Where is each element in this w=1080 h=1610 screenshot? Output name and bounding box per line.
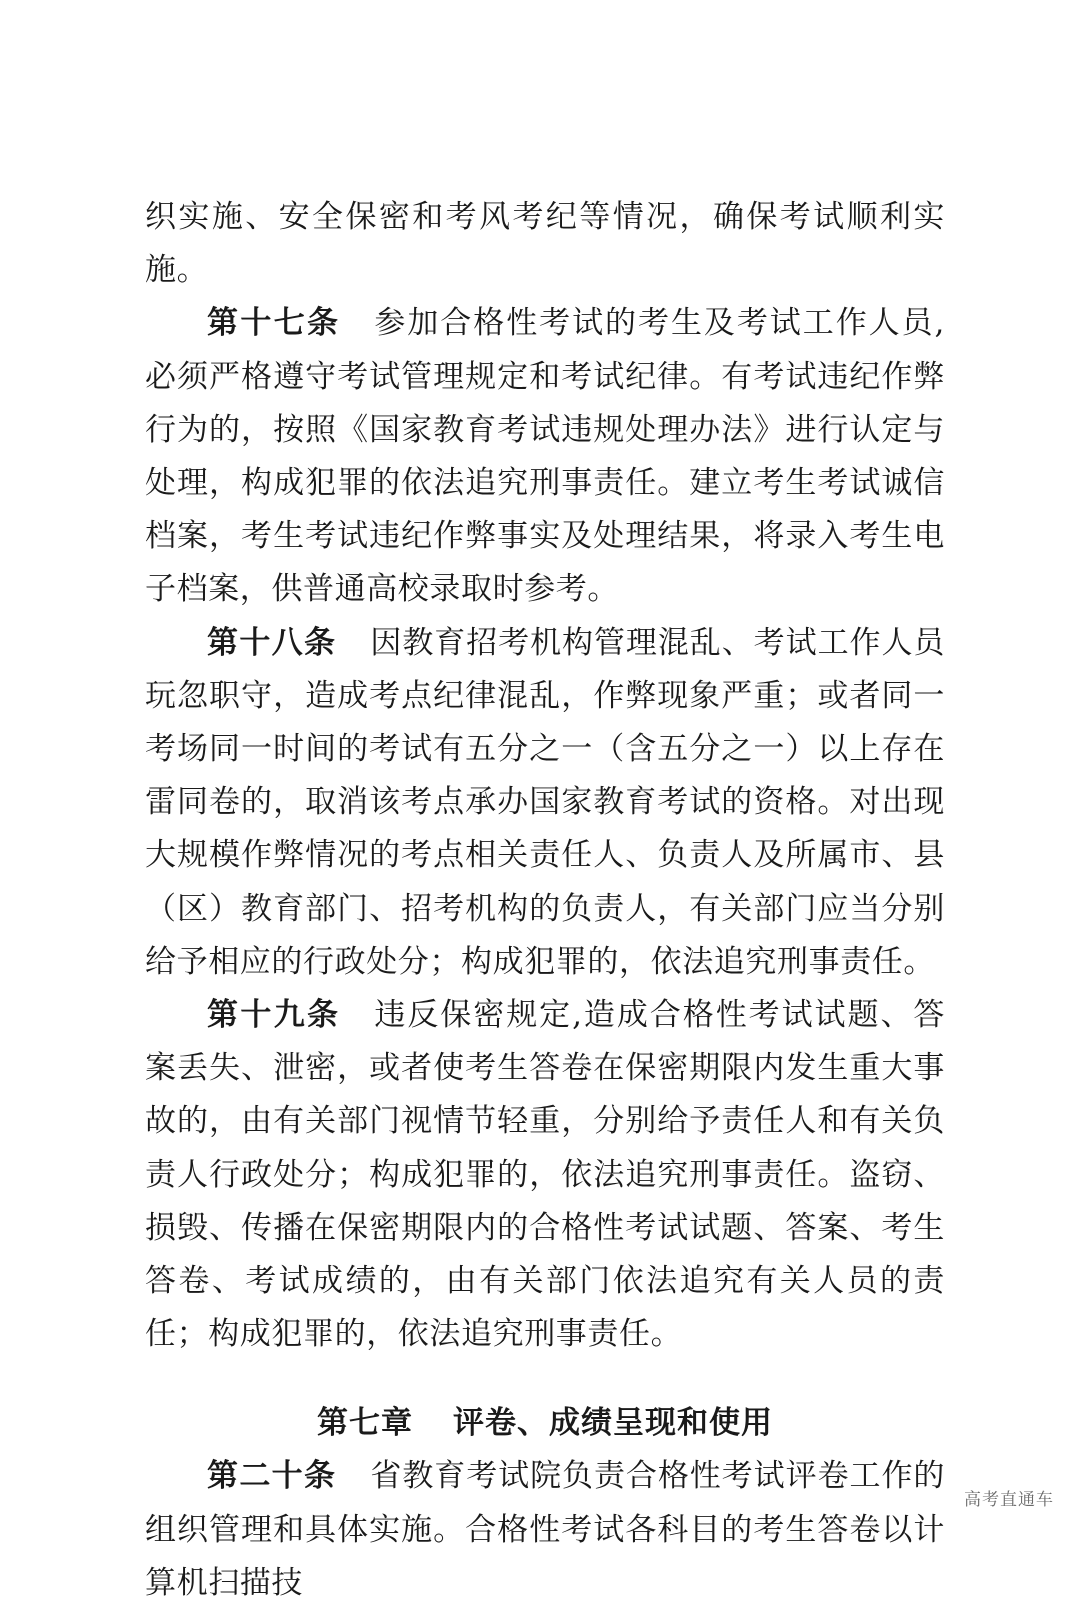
- article-label: 第二十条: [207, 1458, 337, 1495]
- paragraph-text: 织实施、安全保密和考风考纪等情况，确保考试顺利实施。: [145, 199, 945, 289]
- article-19: [145, 989, 945, 1361]
- article-label: 第十八条: [207, 624, 337, 661]
- article-text: 参加合格性考试的考生及考试工作人员,必须严格遵守考试管理规定和考试纪律。有考试违纪作弊行为的，按照《国家教育考试违规处理办法》进行认定与处理，构成犯罪的依法追究刑事责任。建立考生考试诚信档案，考生考试违纪作弊事实及处理结果，将录入考生电子档案，供普通高校录取时参考。: [145, 305, 946, 608]
- chapter-heading: [145, 1397, 945, 1450]
- article-text: 违反保密规定,造成合格性考试试题、答案丢失、泄密，或者使考生答卷在保密期限内发生重大事故的，由有关部门视情节轻重，分别给予责任人和有关负责人行政处分；构成犯罪的，依法追究刑事责任。盗窃、损毁、传播在保密期限内的合格性考试试题、答案、考生答卷、考试成绩的，由有关部门依法追究有关人员的责任；构成犯罪的，依法追究刑事责任。: [145, 997, 946, 1353]
- chapter-title: 评卷、成绩呈现和使用: [453, 1405, 773, 1442]
- article-label: 第十九条: [207, 997, 341, 1034]
- article-text: 因教育招考机构管理混乱、考试工作人员玩忽职守，造成考点纪律混乱，作弊现象严重；或者同一考场同一时间的考试有五分之一（含五分之一）以上存在雷同卷的，取消该考点承办国家教育考试的资格。对出现大规模作弊情况的考点相关责任人、负责人及所属市、县（区）教育部门、招考机构的负责人，有关部门应当分别给予相应的行政处分；构成犯罪的，依法追究刑事责任。: [145, 624, 945, 980]
- article-20: [145, 1450, 945, 1610]
- watermark-text: 高考直通车: [964, 1490, 1054, 1510]
- paragraph-continuation: [145, 191, 945, 297]
- article-18: [145, 617, 945, 989]
- document-body: [145, 191, 945, 1610]
- article-17: [145, 297, 945, 616]
- article-label: 第十七条: [207, 305, 341, 342]
- article-text: 省教育考试院负责合格性考试评卷工作的组织管理和具体实施。合格性考试各科目的考生答卷以计算机扫描技: [145, 1458, 945, 1601]
- chapter-label: 第七章: [317, 1405, 413, 1442]
